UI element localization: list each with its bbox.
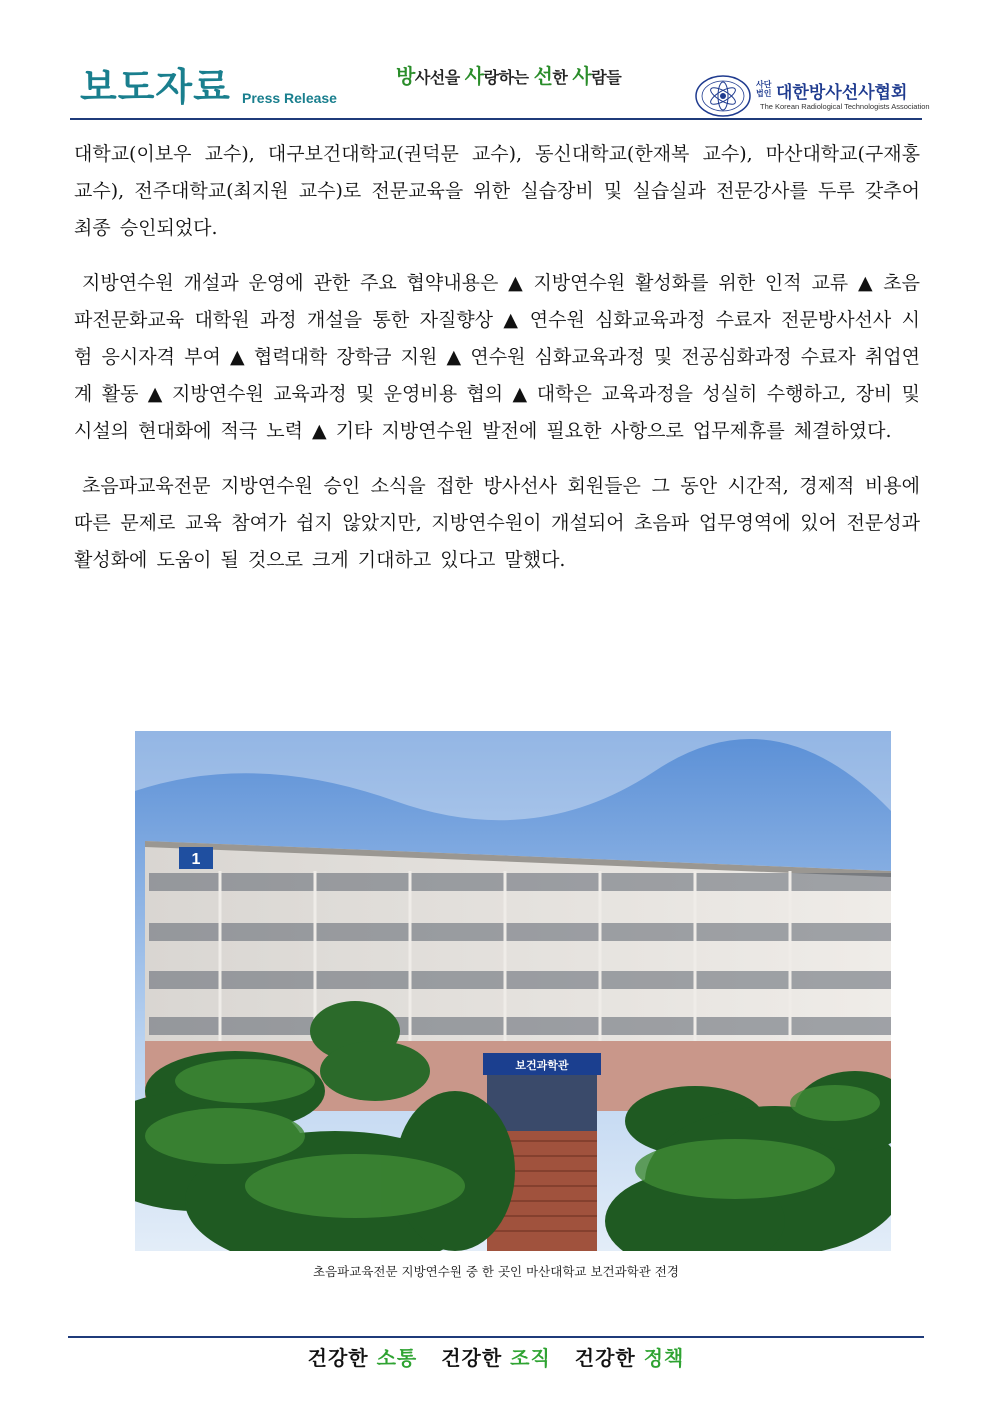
slogan-part: 사 — [464, 64, 484, 88]
footer-slogan-item — [575, 1346, 685, 1370]
building-number: 1 — [191, 851, 201, 868]
slogan-part: 사 — [572, 64, 592, 88]
header-divider — [70, 118, 922, 120]
paragraph: 지방연수원 개설과 운영에 관한 주요 협약내용은 ▲ 지방연수원 활성화를 위한 인적 교류 ▲ 초음파전문화교육 대학원 과정 개설을 통한 자질향상 ▲ 연수원 심화교육과정 수료자 전문방사선사 시험 응시자격 부여 ▲ 협력대학 장학금 지원 ▲ 연수원 심화교육과정 및 전공심화과정 수료자 취업연계 활동 ▲ 지방연수원 교육과정 및 운영비용 협의 ▲ 대학은 교육과정을 성실히 수행하고, 장비 및 시설의 현대화에 적극 노력 ▲ 기타 지방연수원 발전에 필요한 사항으로 업무제휴를 체결하였다. — [74, 272, 920, 442]
paragraph: 대학교(이보우 교수), 대구보건대학교(권덕문 교수), 동신대학교(한재복 교수), 마산대학교(구재홍 교수), 전주대학교(최지원 교수)로 전문교육을 위한 실습장비 및 실습실과 전문강사를 두루 갖추어 최종 승인되었다. — [74, 143, 920, 239]
slogan — [396, 60, 621, 89]
association-tag: 사단법인 — [756, 80, 772, 98]
slogan-part: 사선을 — [414, 68, 465, 87]
building-photo — [135, 731, 891, 1251]
footer-slogan-item — [441, 1346, 551, 1370]
page-title: 보도자료 — [80, 65, 231, 109]
building-photo-illustration — [135, 731, 891, 1251]
page-header — [0, 0, 992, 122]
footer-slogan-item — [308, 1346, 418, 1370]
slogan-part: 방 — [396, 64, 415, 88]
photo-caption: 초음파교육전문 지방연수원 중 한 곳인 마산대학교 보건과학관 전경 — [313, 1264, 679, 1279]
building-sign: 보건과학관 — [515, 1059, 569, 1072]
slogan-part: 람들 — [591, 68, 622, 87]
association-name: 대한방사선사협회 — [776, 83, 908, 103]
association-english-name: The Korean Radiological Technologists Association — [760, 102, 930, 111]
slogan-part: 한 — [552, 68, 573, 87]
footer-word: 건강한 — [574, 1346, 636, 1370]
footer-word: 건강한 — [307, 1346, 369, 1370]
slogan-part: 선 — [533, 64, 553, 88]
article-body — [74, 136, 920, 597]
association-logo-block — [694, 74, 934, 118]
footer-word-highlight: 조직 — [510, 1346, 551, 1370]
footer-word-highlight: 정책 — [643, 1346, 685, 1370]
association-emblem-icon — [694, 74, 752, 118]
slogan-part: 랑하는 — [483, 68, 534, 87]
footer-slogan — [0, 1342, 992, 1371]
paragraph: 초음파교육전문 지방연수원 승인 소식을 접한 방사선사 회원들은 그 동안 시간적, 경제적 비용에 따른 문제로 교육 참여가 쉽지 않았지만, 지방연수원이 개설되어 초음파 업무영역에 있어 전문성과 활성화에 도움이 될 것으로 크게 기대하고 있다고 말했다. — [74, 475, 920, 571]
page-subtitle: Press Release — [242, 90, 337, 106]
footer-word-highlight: 소통 — [376, 1346, 418, 1370]
footer-word: 건강한 — [441, 1346, 503, 1370]
footer-divider — [68, 1336, 924, 1338]
